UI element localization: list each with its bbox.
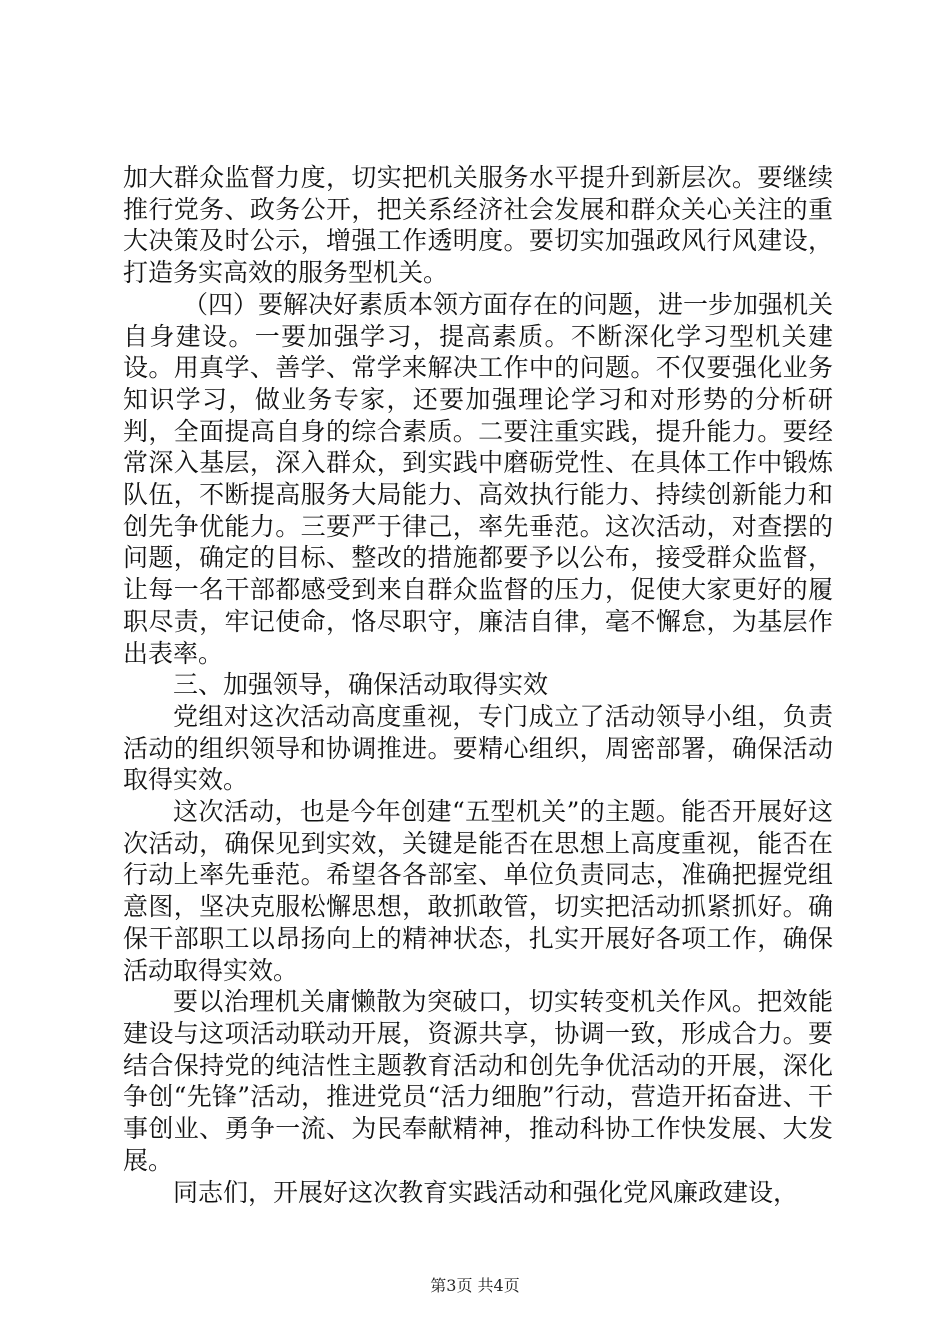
paragraph-section-four: （四）要解决好素质本领方面存在的问题，进一步加强机关自身建设。一要加强学习，提高素质。不断深化学习型机关建设。用真学、善学、常学来解决工作中的问题。不仅要强化业务知识学习，做业务专家，还要加强理论学习和对形势的分析研判，全面提高自身的综合素质。二要注重实践，提升能力。要经常深入基层，深入群众，到实践中磨砺党性、在具体工作中锻炼队伍，不断提高服务大局能力、高效执行能力、持续创新能力和创先争优能力。三要严于律己，率先垂范。这次活动，对查摆的问题，确定的目标、整改的措施都要予以公布，接受群众监督，让每一名干部都感受到来自群众监督的压力，促使大家更好的履职尽责，牢记使命，恪尽职守，廉洁自律，毫不懈怠，为基层作出表率。 <box>123 289 834 668</box>
paragraph-five-type-organ: 这次活动，也是今年创建“五型机关”的主题。能否开展好这次活动，确保见到实效，关键是能否在思想上高度重视，能否在行动上率先垂范。希望各各部室、单位负责同志，准确把握党组意图，坚决克服松懈思想，敢抓敢管，切实把活动抓紧抓好。确保干部职工以昂扬向上的精神状态，扎实开展好各项工作，确保活动取得实效。 <box>123 797 833 985</box>
paragraph-leadership-group: 党组对这次活动高度重视，专门成立了活动领导小组，负责活动的组织领导和协调推进。要精心组织，周密部署，确保活动取得实效。 <box>123 701 833 795</box>
paragraph-work-style: 要以治理机关庸懒散为突破口，切实转变机关作风。把效能建设与这项活动联动开展，资源共享，协调一致，形成合力。要结合保持党的纯洁性主题教育活动和创先争优活动的开展，深化争创“先锋”活动，推进党员“活力细胞”行动，营造开拓奋进、干事创业、勇争一流、为民奉献精神，推动科协工作快发展、大发展。 <box>123 987 833 1175</box>
paragraph-closing: 同志们，开展好这次教育实践活动和强化党风廉政建设， <box>173 1177 799 1207</box>
section-heading-three: 三、加强领导，确保活动取得实效 <box>173 670 549 700</box>
page-number-footer: 第3页 共4页 <box>430 1276 520 1295</box>
paragraph-continued: 加大群众监督力度，切实把机关服务水平提升到新层次。要继续推行党务、政务公开，把关系经济社会发展和群众关心关注的重大决策及时公示，增强工作透明度。要切实加强政风行风建设，打造务实高效的服务型机关。 <box>123 163 833 288</box>
document-body <box>123 162 833 1208</box>
